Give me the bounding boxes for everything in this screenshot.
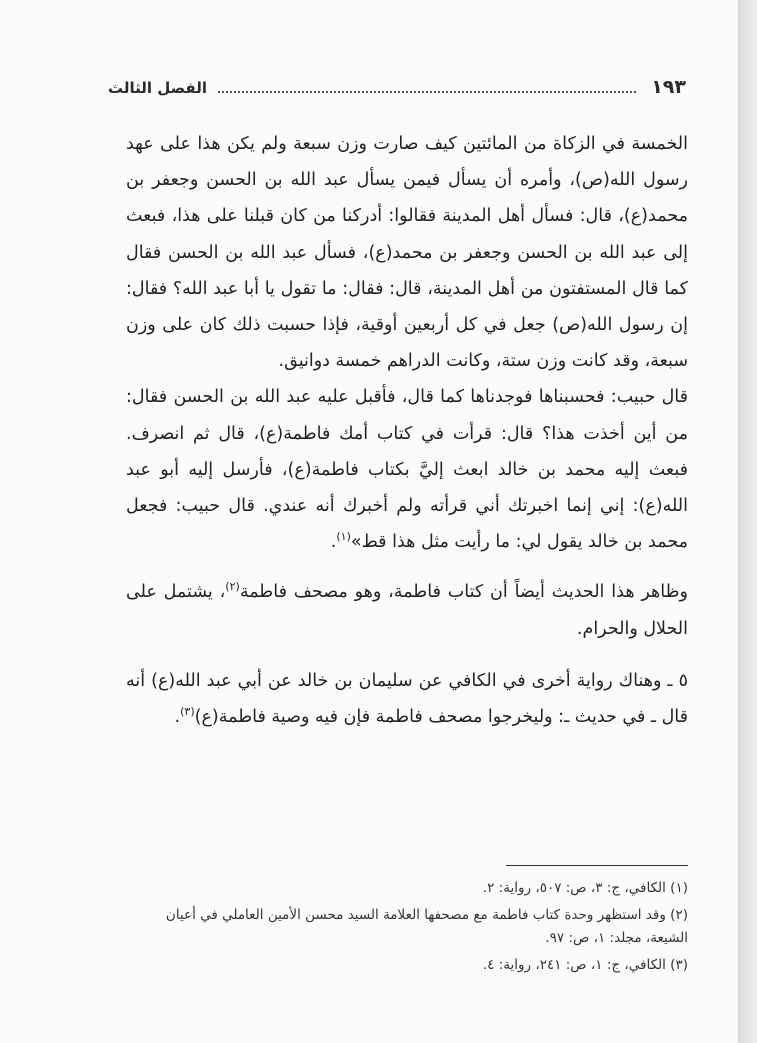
body-text [126, 126, 688, 735]
paragraph-3 [126, 574, 688, 646]
paragraph-2-text: قال حبيب: فحسبناها فوجدناها كما قال، فأقبل عليه عبد الله بن الحسن فقال: من أين أخذت هذا؟ قال: قرأت في كتاب أمك فاطمة(ع)، قال ثم انصرف. فبعث إليه محمد بن خالد ابعث إليَّ بكتاب فاطمة(ع)، فأرسل إليه أبو عبد الله(ع): إني إنما اخبرتك أني قرأته ولم أخبرك أنه عندي. قال حبيب: فجعل محمد بن خالد يقول لي: ما رأيت مثل هذا قط» [126, 387, 688, 553]
paragraph-4-tail: . [174, 707, 181, 728]
running-header [108, 74, 686, 104]
footnotes [126, 877, 688, 980]
footnote-2: (٢) وقد استظهر وحدة كتاب فاطمة مع مصحفها العلامة السيد محسن الأمين العاملي في أعيان الشيعة، مجلد: ١، ص: ٩٧. [165, 906, 688, 946]
paragraph-3-text: وظاهر هذا الحديث أيضاً أن كتاب فاطمة، وهو مصحف فاطمة [239, 582, 688, 603]
paragraph-1: الخمسة في الزكاة من المائتين كيف صارت وزن سبعة ولم يكن هذا على عهد رسول الله(ص)، وأمره أن يسأل فيمن يسأل عبد الله بن الحسن وجعفر بن محمد(ع)، قال: فسأل أهل المدينة فقالوا: أدركنا من كان قبلنا على هذا، فبعث إلى عبد الله بن الحسن وجعفر بن محمد(ع)، فسأل عبد الله بن الحسن فقال كما قال المستفتون من أهل المدينة، قال: فقال: ما تقول يا أبا عبد الله؟ فقال: إن رسول الله(ص) جعل في كل أربعين أوقية، فإذا حسبت ذلك كان على وزن سبعة، وقد كانت وزن ستة، وكانت الدراهم خمسة دوانيق. [126, 134, 688, 372]
paragraph-4 [126, 663, 688, 735]
header-dotted-leader [218, 91, 636, 93]
footnote-marker-1: (١) [336, 530, 351, 544]
chapter-title: الفصل الثالث [108, 79, 208, 97]
footnote-marker-3: (٣) [180, 705, 195, 719]
page-number: ١٩٣ [651, 76, 686, 98]
page-edge-shadow [739, 0, 757, 1043]
paragraph-4-text: ٥ ـ وهناك رواية أخرى في الكافي عن سليمان بن خالد عن أبي عبد الله(ع) أنه قال ـ في حديث ـ: وليخرجوا مصحف فاطمة فإن فيه وصية فاطمة(ع) [126, 670, 688, 728]
footnote-marker-2: (٢) [225, 580, 240, 594]
footnote-separator [506, 865, 688, 866]
footnote-3: (٣) الكافي، ج: ١، ص: ٢٤١، رواية: ٤. [482, 956, 688, 973]
paragraph-2-tail: . [330, 532, 337, 553]
paragraph-2 [126, 379, 688, 560]
paragraph-3-tail: ، يشتمل على الحلال والحرام. [126, 582, 688, 639]
footnote-1: (١) الكافي، ج: ٣، ص: ٥٠٧، رواية: ٢. [482, 880, 688, 896]
